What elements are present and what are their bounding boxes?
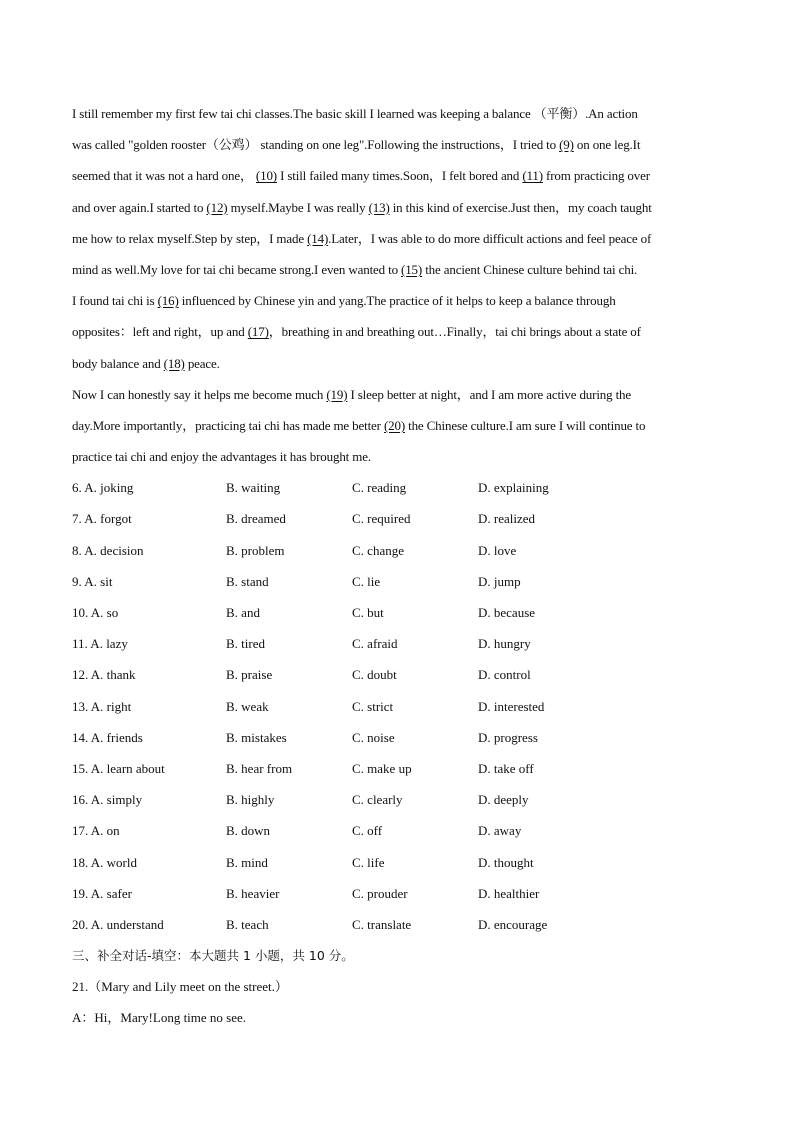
option-a: 18. A. world: [72, 854, 137, 870]
option-c: C. translate: [352, 916, 412, 932]
option-d: D. jump: [478, 573, 521, 589]
option-b: B. heavier: [226, 885, 280, 901]
question-row: [72, 691, 722, 722]
blank-number: (20): [383, 417, 406, 433]
option-d: D. deeply: [478, 792, 529, 808]
option-d: D. realized: [478, 511, 536, 527]
blank-number: (14): [307, 230, 329, 246]
dialog-intro: 21.（Mary and Lily meet on the street.）: [72, 979, 288, 995]
question-row: [72, 753, 722, 784]
blank-number: (18): [163, 355, 185, 371]
option-b: B. down: [226, 823, 271, 839]
option-d: D. progress: [478, 729, 538, 745]
option-d: D. interested: [478, 698, 545, 714]
section-heading: 三、补全对话-填空：本大题共 1 小题，共 10 分。: [72, 948, 354, 964]
option-b: B. problem: [226, 542, 285, 558]
option-a: 17. A. on: [72, 823, 120, 839]
passage-text: mind as well.My love for tai chi became strong.I even wanted to: [72, 261, 402, 277]
option-a: 6. A. joking: [72, 480, 134, 496]
passage-text: on one leg.It: [573, 137, 641, 153]
passage-text: I found tai chi is: [72, 293, 158, 309]
passage-text: seemed that it was not a hard one，: [72, 168, 256, 184]
option-d: D. take off: [478, 760, 534, 776]
option-b: B. dreamed: [226, 511, 286, 527]
option-c: C. prouder: [352, 885, 408, 901]
passage-text: from practicing over: [542, 168, 650, 184]
passage-line: [72, 348, 722, 379]
passage-line: [72, 285, 722, 316]
passage-line: [72, 192, 722, 223]
passage-line: [72, 160, 722, 191]
passage-text: influenced by Chinese yin and yang.The practice of it helps to keep a balance through: [178, 293, 616, 309]
option-d: D. thought: [478, 854, 534, 870]
option-c: C. life: [352, 854, 385, 870]
passage-text: Now I can honestly say it helps me become much: [72, 386, 327, 402]
option-d: D. control: [478, 667, 531, 683]
dialog-line-a: A：Hi，Mary!Long time no see.: [72, 1010, 247, 1026]
answer-options: [72, 472, 722, 940]
question-row: [72, 566, 722, 597]
option-a: 11. A. lazy: [72, 636, 128, 652]
option-a: 20. A. understand: [72, 916, 164, 932]
question-row: [72, 472, 722, 503]
passage-text: me how to relax myself.Step by step，I made: [72, 230, 308, 246]
option-d: D. because: [478, 605, 536, 620]
blank-number: (13): [368, 199, 390, 215]
passage-line: [72, 129, 722, 160]
option-b: B. stand: [226, 573, 269, 589]
question-row: [72, 535, 722, 566]
option-a: 13. A. right: [72, 698, 132, 714]
question-row: [72, 815, 722, 846]
passage-text: myself.Maybe I was really: [227, 199, 369, 215]
document-page: [72, 98, 722, 1034]
option-a: 10. A. so: [72, 605, 119, 620]
option-b: B. waiting: [226, 480, 281, 496]
question-row: [72, 722, 722, 753]
option-c: C. change: [352, 542, 404, 558]
option-c: C. reading: [352, 480, 407, 496]
question-row: [72, 597, 722, 628]
option-c: C. clearly: [352, 792, 403, 808]
option-a: 9. A. sit: [72, 573, 113, 589]
passage-text: peace.: [184, 355, 220, 371]
option-b: B. highly: [226, 792, 275, 808]
passage-line: [72, 441, 722, 472]
option-d: D. encourage: [478, 916, 548, 932]
option-a: 19. A. safer: [72, 885, 132, 901]
blank-number: (19): [326, 386, 348, 402]
passage-text: body balance and: [72, 355, 164, 371]
option-b: B. mind: [226, 854, 268, 870]
passage-text: practice tai chi and enjoy the advantages it has brought me.: [72, 449, 371, 465]
blank-number: (9): [559, 137, 574, 153]
option-b: B. teach: [226, 916, 269, 932]
option-d: D. hungry: [478, 636, 531, 652]
passage-text: ，breathing in and breathing out…Finally，tai chi brings about a state of: [268, 324, 641, 340]
passage-line: [72, 410, 722, 441]
passage-line: [72, 254, 722, 285]
option-c: C. lie: [352, 573, 381, 589]
passage-text: the ancient Chinese culture behind tai chi.: [422, 261, 638, 277]
passage-text: .Later，I was able to do more difficult actions and feel peace of: [328, 230, 652, 246]
blank-number: (17): [247, 324, 269, 340]
passage-line: [72, 223, 722, 254]
option-a: 14. A. friends: [72, 729, 143, 745]
cloze-passage: [72, 98, 722, 472]
option-b: B. praise: [226, 667, 273, 683]
question-row: [72, 847, 722, 878]
option-b: B. weak: [226, 698, 269, 714]
option-d: D. healthier: [478, 885, 540, 901]
option-b: B. mistakes: [226, 729, 287, 745]
option-a: 15. A. learn about: [72, 760, 165, 776]
option-c: C. noise: [352, 729, 395, 745]
option-c: C. make up: [352, 760, 412, 776]
passage-text: in this kind of exercise.Just then，my coach taught: [389, 199, 652, 215]
passage-text: I still failed many times.Soon，I felt bored and: [276, 168, 523, 184]
blank-number: (10): [255, 168, 277, 184]
blank-number: (16): [157, 293, 179, 309]
passage-text: day.More importantly，practicing tai chi has made me better: [72, 417, 384, 433]
option-c: C. required: [352, 511, 411, 527]
option-a: 12. A. thank: [72, 667, 136, 683]
passage-text: opposites：left and right，up and: [72, 324, 248, 340]
question-row: [72, 503, 722, 534]
blank-number: (11): [522, 168, 543, 184]
option-d: D. love: [478, 542, 517, 558]
passage-text: and over again.I started to: [72, 199, 207, 215]
option-c: C. but: [352, 605, 384, 620]
option-a: 7. A. forgot: [72, 511, 132, 527]
option-d: D. away: [478, 823, 522, 839]
question-row: [72, 909, 722, 940]
option-c: C. afraid: [352, 636, 398, 652]
question-row: [72, 659, 722, 690]
passage-line: [72, 379, 722, 410]
option-a: 8. A. decision: [72, 542, 144, 558]
passage-line: [72, 316, 722, 347]
passage-text: was called "golden rooster（公鸡） standing on one leg".Following the instructions，I tried to: [72, 137, 560, 153]
option-b: B. and: [226, 605, 260, 620]
question-row: [72, 784, 722, 815]
option-d: D. explaining: [478, 480, 549, 496]
passage-text: the Chinese culture.I am sure I will continue to: [405, 417, 646, 433]
passage-text: I still remember my first few tai chi classes.The basic skill I learned was keeping a balance （平衡）.An action: [72, 106, 638, 121]
passage-line: [72, 98, 722, 129]
option-b: B. hear from: [226, 760, 293, 776]
option-c: C. doubt: [352, 667, 397, 683]
blank-number: (15): [401, 261, 423, 277]
blank-number: (12): [206, 199, 228, 215]
question-row: [72, 878, 722, 909]
option-b: B. tired: [226, 636, 265, 652]
option-c: C. off: [352, 823, 383, 839]
question-row: [72, 628, 722, 659]
passage-text: I sleep better at night，and I am more active during the: [347, 386, 632, 402]
option-a: 16. A. simply: [72, 792, 143, 808]
option-c: C. strict: [352, 698, 394, 714]
